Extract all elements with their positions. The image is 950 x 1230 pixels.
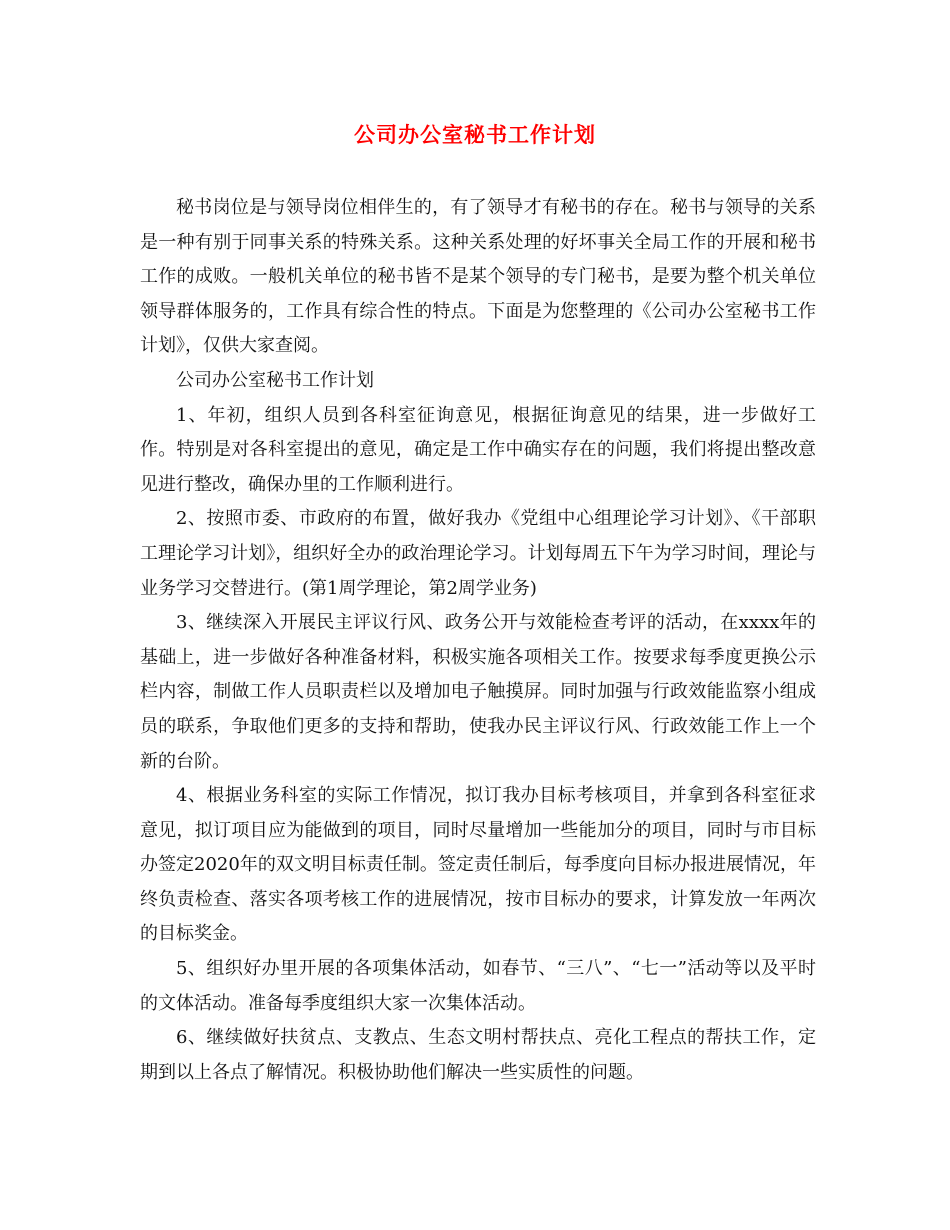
document-body (140, 191, 816, 1090)
section-heading: 公司办公室秘书工作计划 (176, 369, 374, 391)
item-2-paragraph: 2、按照市委、市政府的布置，做好我办《党组中心组理论学习计划》、《干部职工理论学习计划》，组织好全办的政治理论学习。计划每周五下午为学习时间，理论与业务学习交替进行。(第1周学理论，第2周学业务) (140, 508, 816, 599)
item-3-paragraph: 3、继续深入开展民主评议行风、政务公开与效能检查考评的活动，在xxxx年的基础上，进一步做好各种准备材料，积极实施各项相关工作。按要求每季度更换公示栏内容，制做工作人员职责栏以及增加电子触摸屏。同时加强与行政效能监察小组成员的联系，争取他们更多的支持和帮助，使我办民主评议行风、行政效能工作上一个新的台阶。 (140, 612, 816, 772)
item-5-paragraph: 5、组织好办里开展的各项集体活动，如春节、“三八”、“七一”活动等以及平时的文体活动。准备每季度组织大家一次集体活动。 (140, 958, 816, 1014)
item-4-paragraph: 4、根据业务科室的实际工作情况，拟订我办目标考核项目，并拿到各科室征求意见，拟订项目应为能做到的项目，同时尽量增加一些能加分的项目，同时与市目标办签定2020年的双文明目标责任制。签定责任制后，每季度向目标办报进展情况，年终负责检查、落实各项考核工作的进展情况，按市目标办的要求，计算发放一年两次的目标奖金。 (140, 785, 816, 945)
intro-paragraph: 秘书岗位是与领导岗位相伴生的，有了领导才有秘书的存在。秘书与领导的关系是一种有别于同事关系的特殊关系。这种关系处理的好坏事关全局工作的开展和秘书工作的成败。一般机关单位的秘书皆不是某个领导的专门秘书，是要为整个机关单位领导群体服务的，工作具有综合性的特点。下面是为您整理的《公司办公室秘书工作计划》，仅供大家查阅。 (140, 197, 816, 357)
item-6-paragraph: 6、继续做好扶贫点、支教点、生态文明村帮扶点、亮化工程点的帮扶工作，定期到以上各点了解情况。积极协助他们解决一些实质性的问题。 (140, 1027, 816, 1083)
item-1-paragraph: 1、年初，组织人员到各科室征询意见，根据征询意见的结果，进一步做好工作。特别是对各科室提出的意见，确定是工作中确实存在的问题，我们将提出整改意见进行整改，确保办里的工作顺利进行。 (140, 404, 816, 495)
document-title: 公司办公室秘书工作计划 (354, 123, 596, 147)
